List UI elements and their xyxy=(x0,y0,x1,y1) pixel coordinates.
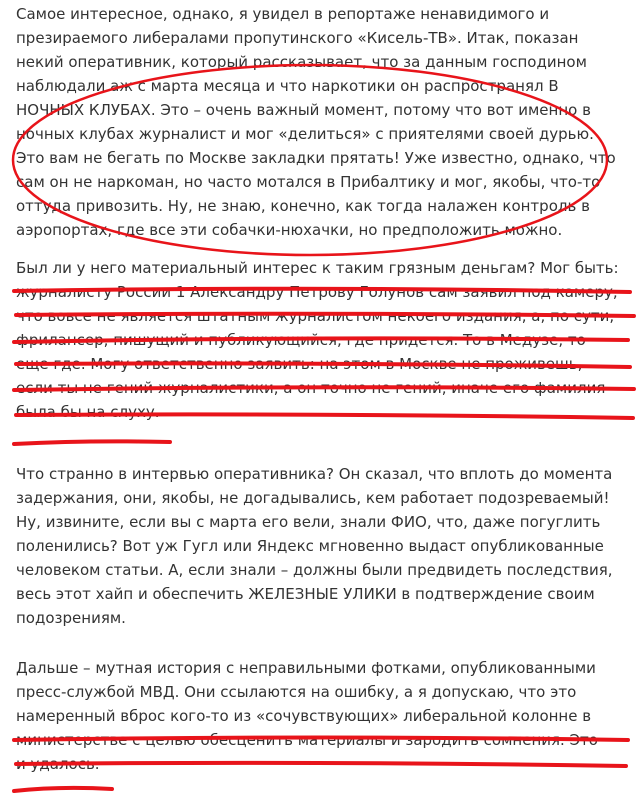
text-line: человеком статьи. А, если знали – должны были предвидеть последствия, xyxy=(16,561,613,579)
text-line: ночных клубах журналист и мог «делиться» с приятелями своей дурью. xyxy=(16,125,594,143)
text-line: аэропортах, где все эти собачки-нюхачки, но предположить можно. xyxy=(16,221,563,239)
text-line: Ну, извините, если вы с марта его вели, знали ФИО, что, даже погуглить xyxy=(16,513,601,531)
text-line: оттуда привозить. Ну, не знаю, конечно, как тогда налажен контроль в xyxy=(16,197,590,215)
text-line: была бы на слуху. xyxy=(16,403,160,421)
text-line: и удалось. xyxy=(16,755,100,773)
text-line: Что странно в интервью оперативника? Он сказал, что вплоть до момента xyxy=(16,465,613,483)
text-line: фрилансер, пишущий и публикующийся, где придется. То в Медузе, то xyxy=(16,331,586,349)
text-line: что вовсе не является штатным журналистом некоего издания, а, по сути, xyxy=(16,307,615,325)
text-line: НОЧНЫХ КЛУБАХ. Это – очень важный момент, потому что вот именно в xyxy=(16,101,591,119)
text-line: Был ли у него материальный интерес к таким грязным деньгам? Мог быть: xyxy=(16,259,619,277)
text-line: некий оперативник, который рассказывает, что за данным господином xyxy=(16,53,587,71)
text-line: поленились? Вот уж Гугл или Яндекс мгновенно выдаст опубликованные xyxy=(16,537,604,555)
text-line: наблюдали аж с марта месяца и что наркотики он распространял В xyxy=(16,77,559,95)
text-line: сам он не наркоман, но часто мотался в Прибалтику и мог, якобы, что-то xyxy=(16,173,601,191)
text-line: министерстве с целью обесценить материалы и зародить сомнения. Это xyxy=(16,731,598,749)
text-line: весь этот хайп и обеспечить ЖЕЛЕЗНЫЕ УЛИКИ в подтверждение своим xyxy=(16,585,595,603)
text-line: подозрениям. xyxy=(16,609,126,627)
text-line: задержания, они, якобы, не догадывались, кем работает подозреваемый! xyxy=(16,489,610,507)
text-line: Дальше – мутная история с неправильными фотками, опубликованными xyxy=(16,659,596,677)
text-line: Самое интересное, однако, я увидел в репортаже ненавидимого и xyxy=(16,5,550,23)
text-line: Это вам не бегать по Москве закладки прятать! Уже известно, однако, что xyxy=(16,149,616,167)
text-line: намеренный вброс кого-то из «сочувствующих» либеральной колонне в xyxy=(16,707,592,725)
text-line: еще где. Могу ответственно заявить: на этом в Москве не проживешь, xyxy=(16,355,583,373)
text-line: журналисту России 1 Александру Петрову Голунов сам заявил под камеру, xyxy=(16,283,618,301)
text-line: пресс-службой МВД. Они ссылаются на ошибку, а я допускаю, что это xyxy=(16,683,577,701)
text-line: если ты не гений журналистики, а он точно не гений, иначе его фамилия xyxy=(16,379,606,397)
text-line: презираемого либералами пропутинского «Кисель-ТВ». Итак, показан xyxy=(16,29,579,47)
